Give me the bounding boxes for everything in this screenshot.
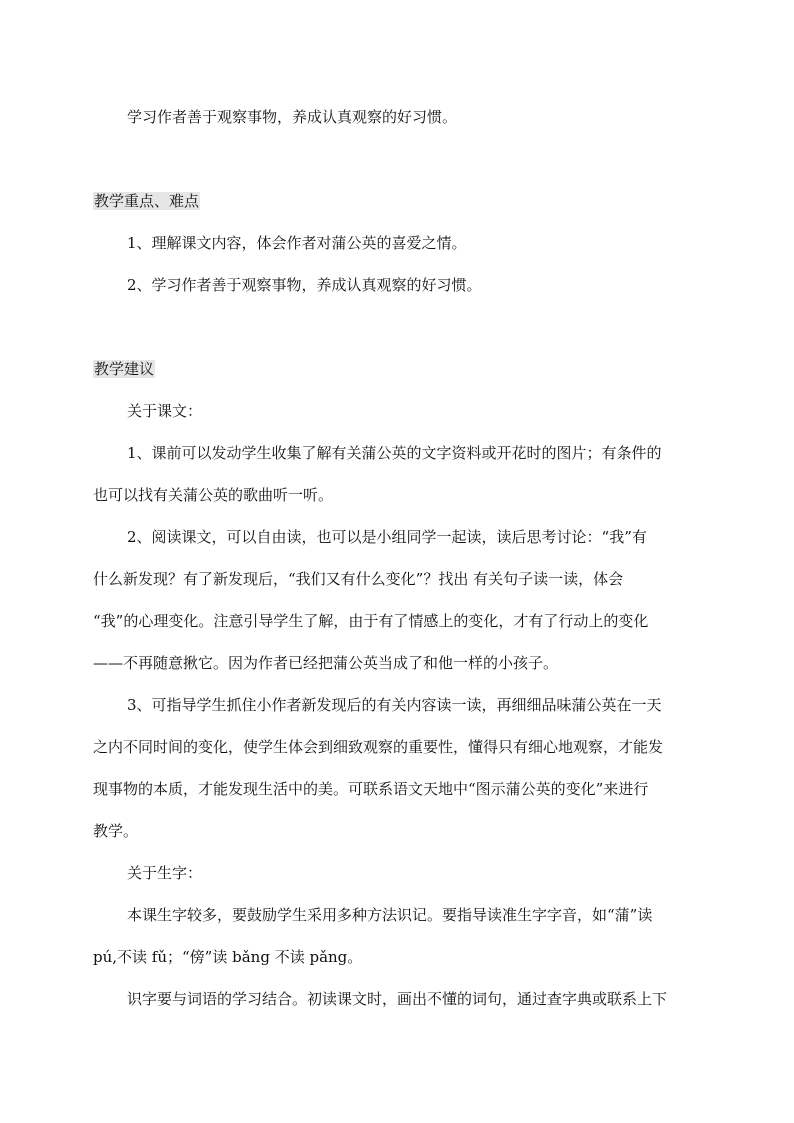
paragraph-line: 本课生字较多，要鼓励学生采用多种方法识记。要指导读准生字字音，如“蒲”读 <box>127 906 653 924</box>
paragraph-line: 什么新发现？有了新发现后，“我们又有什么变化”？找出 有关句子读一读，体会 <box>93 570 624 588</box>
section-heading-key-points <box>93 191 200 211</box>
paragraph-line: 教学。 <box>93 822 139 840</box>
section-heading-suggestions <box>93 359 155 379</box>
paragraph-line: 也可以找有关蒲公英的歌曲听一听。 <box>93 486 334 504</box>
about-text-label: 关于课文： <box>127 402 203 420</box>
heading-suggestions-text: 教学建议 <box>94 360 155 378</box>
paragraph-line: ——不再随意揪它。因为作者已经把蒲公英当成了和他一样的小孩子。 <box>93 654 559 672</box>
paragraph-line: 现事物的本质，才能发现生活中的美。可联系语文天地中“图示蒲公英的变化”来进行 <box>93 780 649 798</box>
paragraph-line: pú,不读 fǔ；“傍”读 bǎng 不读 pǎng。 <box>93 948 363 966</box>
paragraph-line: 识字要与词语的学习结合。初读课文时，画出不懂的词句，通过查字典或联系上下 <box>127 990 668 1008</box>
paragraph-line: 之内不同时间的变化，使学生体会到细致观察的重要性，懂得只有细心地观察，才能发 <box>93 738 664 756</box>
paragraph-line: 1、课前可以发动学生收集了解有关蒲公英的文字资料或开花时的图片；有条件的 <box>127 444 662 462</box>
key-point-item: 1、理解课文内容，体会作者对蒲公英的喜爱之情。 <box>127 234 467 252</box>
about-chars-label: 关于生字： <box>127 864 203 882</box>
paragraph-line: 3、可指导学生抓住小作者新发现后的有关内容读一读，再细细品味蒲公英在一天 <box>127 696 662 714</box>
paragraph-line: “我”的心理变化。注意引导学生了解，由于有了情感上的变化，才有了行动上的变化 <box>93 612 649 630</box>
goal-line: 学习作者善于观察事物，养成认真观察的好习惯。 <box>127 108 458 126</box>
heading-key-points-text: 教学重点、难点 <box>94 192 200 210</box>
paragraph-line: 2、阅读课文，可以自由读，也可以是小组同学一起读，读后思考讨论：“我”有 <box>127 528 647 546</box>
key-point-item: 2、学习作者善于观察事物，养成认真观察的好习惯。 <box>127 276 482 294</box>
